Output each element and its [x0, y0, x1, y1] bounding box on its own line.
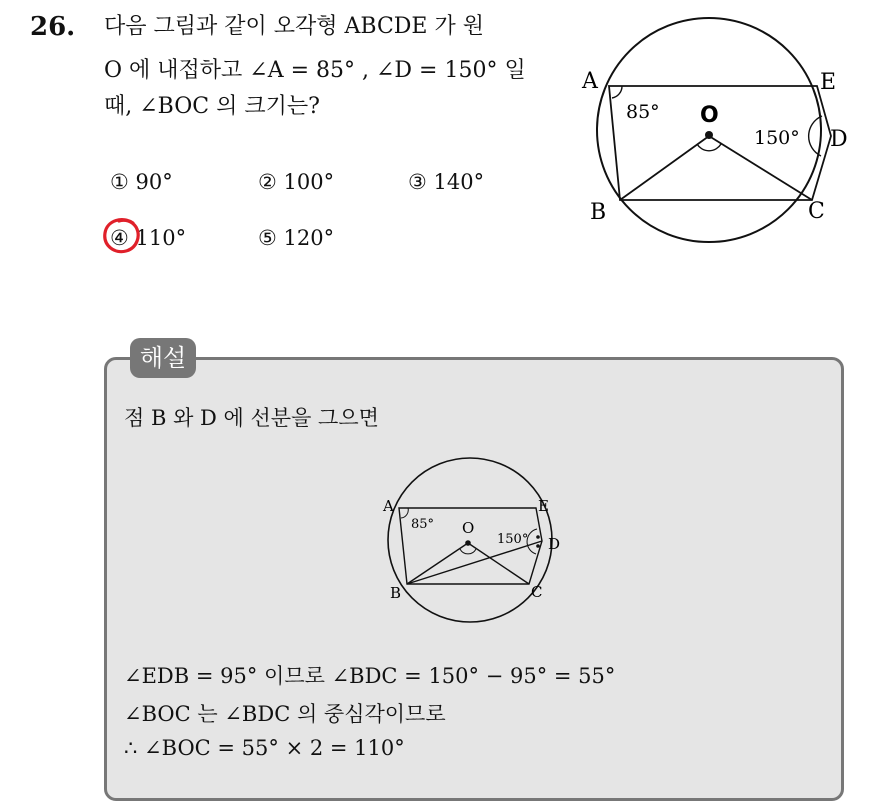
- fig2-label-c: C: [531, 583, 543, 601]
- fig1-label-e: E: [820, 70, 837, 95]
- fig2-label-e: E: [538, 497, 549, 515]
- fig1-label-d: D: [830, 127, 848, 152]
- question-line-1: 다음 그림과 같이 오각형 ABCDE 가 원: [104, 14, 484, 39]
- fig2-label-o: O: [462, 519, 475, 537]
- fig2-label-a: A: [383, 497, 394, 515]
- choice-3[interactable]: [408, 170, 484, 194]
- question-line-3: 때, ∠BOC 의 크기는?: [104, 94, 320, 119]
- fig1-angle-a: 85°: [626, 101, 660, 123]
- choice-4-value: 110°: [135, 226, 187, 250]
- solution-intro: 점 B 와 D 에 선분을 그으면: [124, 406, 379, 430]
- fig1-label-b: B: [590, 200, 607, 225]
- fig1-label-c: C: [808, 199, 825, 224]
- choice-5-mark: ⑤: [258, 226, 277, 250]
- question-line-2: O 에 내접하고 ∠A = 85° , ∠D = 150° 일: [104, 58, 526, 83]
- question-figure: [576, 6, 866, 251]
- choice-1-mark: ①: [110, 170, 129, 194]
- solution-line-1: ∠EDB = 95° 이므로 ∠BDC = 150° − 95° = 55°: [124, 664, 616, 688]
- solution-tag: 해설: [130, 338, 196, 378]
- solution-line-3: ∴ ∠BOC = 55° × 2 = 110°: [124, 736, 405, 760]
- solution-line-2: ∠BOC 는 ∠BDC 의 중심각이므로: [124, 702, 446, 726]
- fig1-label-a: A: [582, 69, 598, 94]
- choice-5-value: 120°: [283, 226, 335, 250]
- choice-3-mark: ③: [408, 170, 427, 194]
- fig1-label-o: O: [700, 103, 719, 128]
- solution-figure: [370, 455, 580, 625]
- choice-5[interactable]: [258, 226, 334, 250]
- fig2-label-b: B: [390, 584, 402, 602]
- choice-2-mark: ②: [258, 170, 277, 194]
- choice-1[interactable]: [110, 170, 173, 194]
- choice-2-value: 100°: [283, 170, 335, 194]
- choice-3-value: 140°: [433, 170, 485, 194]
- fig1-angle-d: 150°: [754, 127, 800, 149]
- fig2-label-d: D: [548, 535, 561, 553]
- fig2-angle-d: 150°: [497, 532, 529, 547]
- question-number: 26.: [30, 12, 76, 42]
- fig2-angle-a: 85°: [411, 517, 435, 532]
- choice-1-value: 90°: [135, 170, 173, 194]
- choice-4-mark: ④: [110, 226, 129, 250]
- choice-2[interactable]: [258, 170, 334, 194]
- answer-circle-mark: [101, 214, 143, 256]
